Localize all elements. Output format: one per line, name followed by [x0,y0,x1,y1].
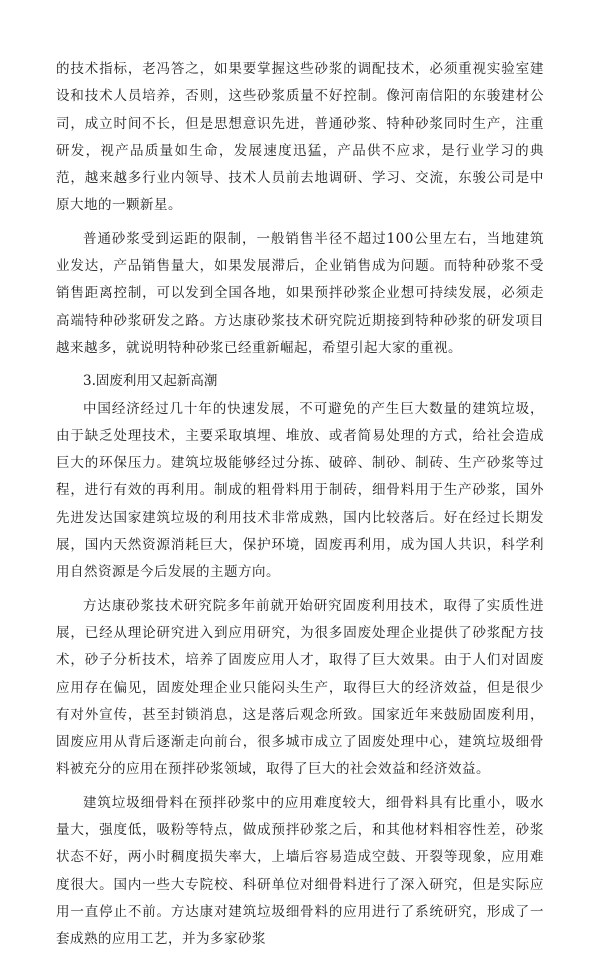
paragraph-5: 建筑垃圾细骨料在预拌砂浆中的应用难度较大，细骨料具有比重小，吸水量大，强度低，吸粉等特点，做成预拌砂浆之后，和其他材料相容性差，砂浆状态不好，两小时稠度损失率大，上墙后容易造成空鼓、开裂等现象，应用难度很大。国内一些大专院校、科研单位对细骨料进行了深入研究，但是实际应用一直停止不前。方达康对建筑垃圾细骨料的应用进行了系统研究，形成了一套成熟的应用工艺，并为多家砂浆 [56,794,544,948]
paragraph-4: 方达康砂浆技术研究院多年前就开始研究固废利用技术，取得了实质性进展，已经从理论研究进入到应用研究，为很多固废处理企业提供了砂浆配方技术，砂子分析技术，培养了固废应用人才，取得了巨大效果。由于人们对固废应用存在偏见，固废处理企业只能闷头生产，取得巨大的经济效益，但是很少有对外宣传，甚至封锁消息，这是落后观念所致。国家近年来鼓励固废利用，固废应用从背后逐渐走向前台，很多城市成立了固废处理中心，建筑垃圾细骨料被充分的应用在预拌砂浆领域，取得了巨大的社会效益和经济效益。 [56,597,544,778]
paragraph-3: 中国经济经过几十年的快速发展，不可避免的产生巨大数量的建筑垃圾，由于缺乏处理技术，主要采取填埋、堆放、或者简易处理的方式，给社会造成巨大的环保压力。建筑垃圾能够经过分拣、破碎、制砂、制砖、生产砂浆等过程，进行有效的再利用。制成的粗骨料用于制砖，细骨料用于生产砂浆，国外先进发达国家建筑垃圾的利用技术非常成熟，国内比较落后。好在经过长期发展，国内天然资源消耗巨大，保护环境，固废再利用，成为国人共识，科学利用自然资源是今后发展的主题方向。 [56,400,544,581]
paragraph-1: 的技术指标，老冯答之，如果要掌握这些砂浆的调配技术，必须重视实验室建设和技术人员培养，否则，这些砂浆质量不好控制。像河南信阳的东骏建材公司，成立时间不长，但是思想意识先进，普通砂浆、特种砂浆同时生产，注重研发，视产品质量如生命，发展速度迅猛，产品供不应求，是行业学习的典范，越来越多行业内领导、技术人员前去地调研、学习、交流，东骏公司是中原大地的一颗新星。 [56,61,544,214]
paragraph-2: 普通砂浆受到运距的限制，一般销售半径不超过100公里左右，当地建筑业发达，产品销售量大，如果发展滞后，企业销售成为问题。而特种砂浆不受销售距离控制，可以发到全国各地，如果预拌砂浆企业想可持续发展，必须走高端特种砂浆研发之路。方达康砂浆技术研究院近期接到特种砂浆的研发项目越来越多，就说明特种砂浆已经重新崛起，希望引起大家的重视。 [56,230,544,356]
document-page [56,56,544,960]
section-heading: 3.固废利用又起新高潮 [83,373,218,390]
